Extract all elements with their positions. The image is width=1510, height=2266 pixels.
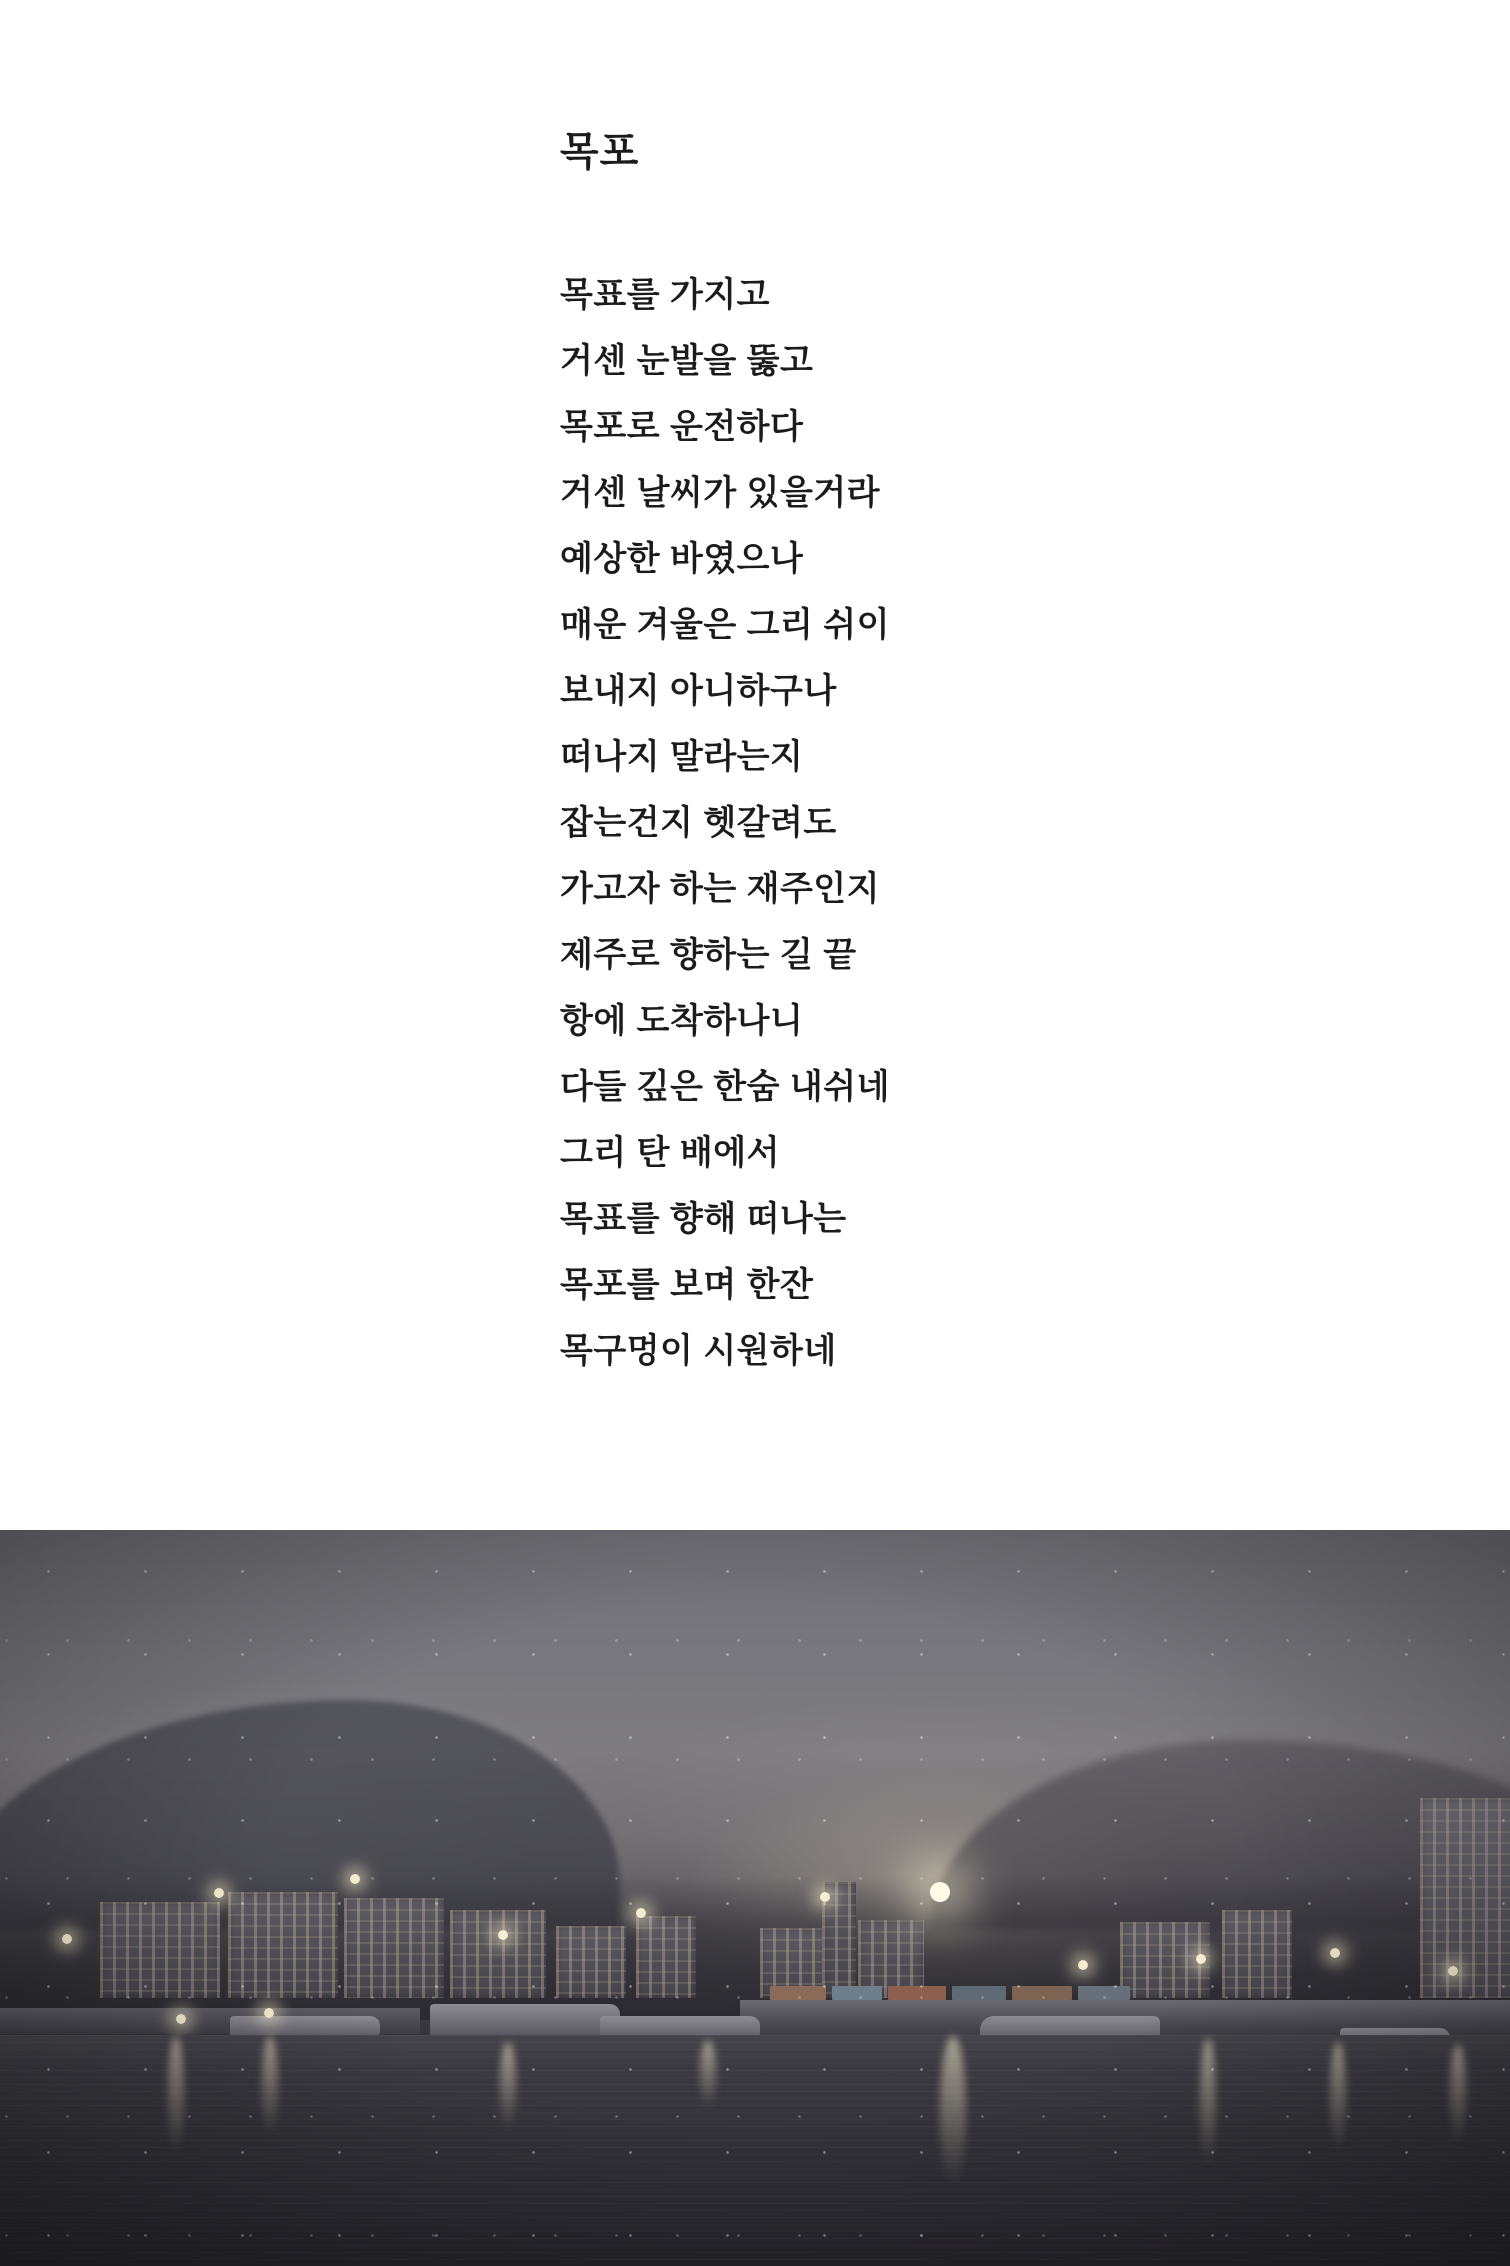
harbor-light: [498, 1930, 508, 1940]
light-reflection: [262, 2036, 278, 2136]
poem-line: 가고자 하는 재주인지: [560, 870, 880, 908]
harbor-light: [1448, 1966, 1458, 1976]
harbor-light: [1330, 1948, 1340, 1958]
shipping-container: [1012, 1986, 1072, 2000]
harbor-light: [636, 1908, 646, 1918]
poem-line: 잡는건지 헷갈려도: [560, 804, 837, 842]
building: [344, 1898, 444, 1998]
building: [228, 1892, 338, 1998]
building: [100, 1902, 220, 1998]
shipping-container: [770, 1986, 826, 2000]
light-reflection: [168, 2036, 184, 2156]
poem-line: 목포를 보며 한잔: [560, 1266, 814, 1304]
building: [450, 1910, 546, 1998]
harbor-light: [214, 1888, 224, 1898]
shipping-container: [832, 1986, 882, 2000]
poem-body: [560, 262, 1320, 1384]
sea-water: [0, 2035, 1510, 2266]
harbor-light: [1196, 1954, 1206, 1964]
harbor-light: [820, 1892, 830, 1902]
harbor-light: [264, 2008, 274, 2018]
poem-line: 거센 날씨가 있을거라: [560, 474, 880, 512]
harbor-night-photo: [0, 1530, 1510, 2266]
page-title: 목포: [560, 130, 640, 174]
poem-line: 거센 눈발을 뚫고: [560, 342, 814, 380]
poem-line: 목구멍이 시원하네: [560, 1332, 837, 1370]
poem-line: 다들 깊은 한숨 내쉬네: [560, 1068, 890, 1106]
poem-line: 항에 도착하나니: [560, 1002, 804, 1040]
shipping-container: [888, 1986, 946, 2000]
building: [1420, 1798, 1510, 1998]
shipping-container: [952, 1986, 1006, 2000]
light-reflection: [1450, 2044, 1466, 2144]
building: [1222, 1910, 1292, 1998]
light-reflection: [700, 2040, 716, 2110]
poem-line: 떠나지 말라는지: [560, 738, 804, 776]
harbor-light: [1078, 1960, 1088, 1970]
poem-line: 목포로 운전하다: [560, 408, 804, 446]
harbor-light: [350, 1874, 360, 1884]
poem-line: 제주로 향하는 길 끝: [560, 936, 857, 974]
street-lamp-light: [930, 1882, 950, 1902]
light-reflection: [1200, 2038, 1216, 2168]
poem-line: 보내지 아니하구나: [560, 672, 837, 710]
poem-container: [560, 128, 1320, 1384]
poem-line: 그리 탄 배에서: [560, 1134, 780, 1172]
building: [636, 1916, 696, 1998]
harbor-light: [62, 1934, 72, 1944]
poem-line: 목표를 가지고: [560, 276, 771, 314]
building: [556, 1926, 626, 1998]
poem-line: 예상한 바였으나: [560, 540, 804, 578]
light-reflection: [1330, 2042, 1346, 2152]
light-reflection: [500, 2042, 516, 2132]
poem-line: 목표를 향해 떠나는: [560, 1200, 847, 1238]
shipping-container: [1078, 1986, 1130, 2000]
harbor-light: [176, 2014, 186, 2024]
poem-line: 매운 겨울은 그리 쉬이: [560, 606, 890, 644]
light-reflection: [940, 2036, 966, 2186]
